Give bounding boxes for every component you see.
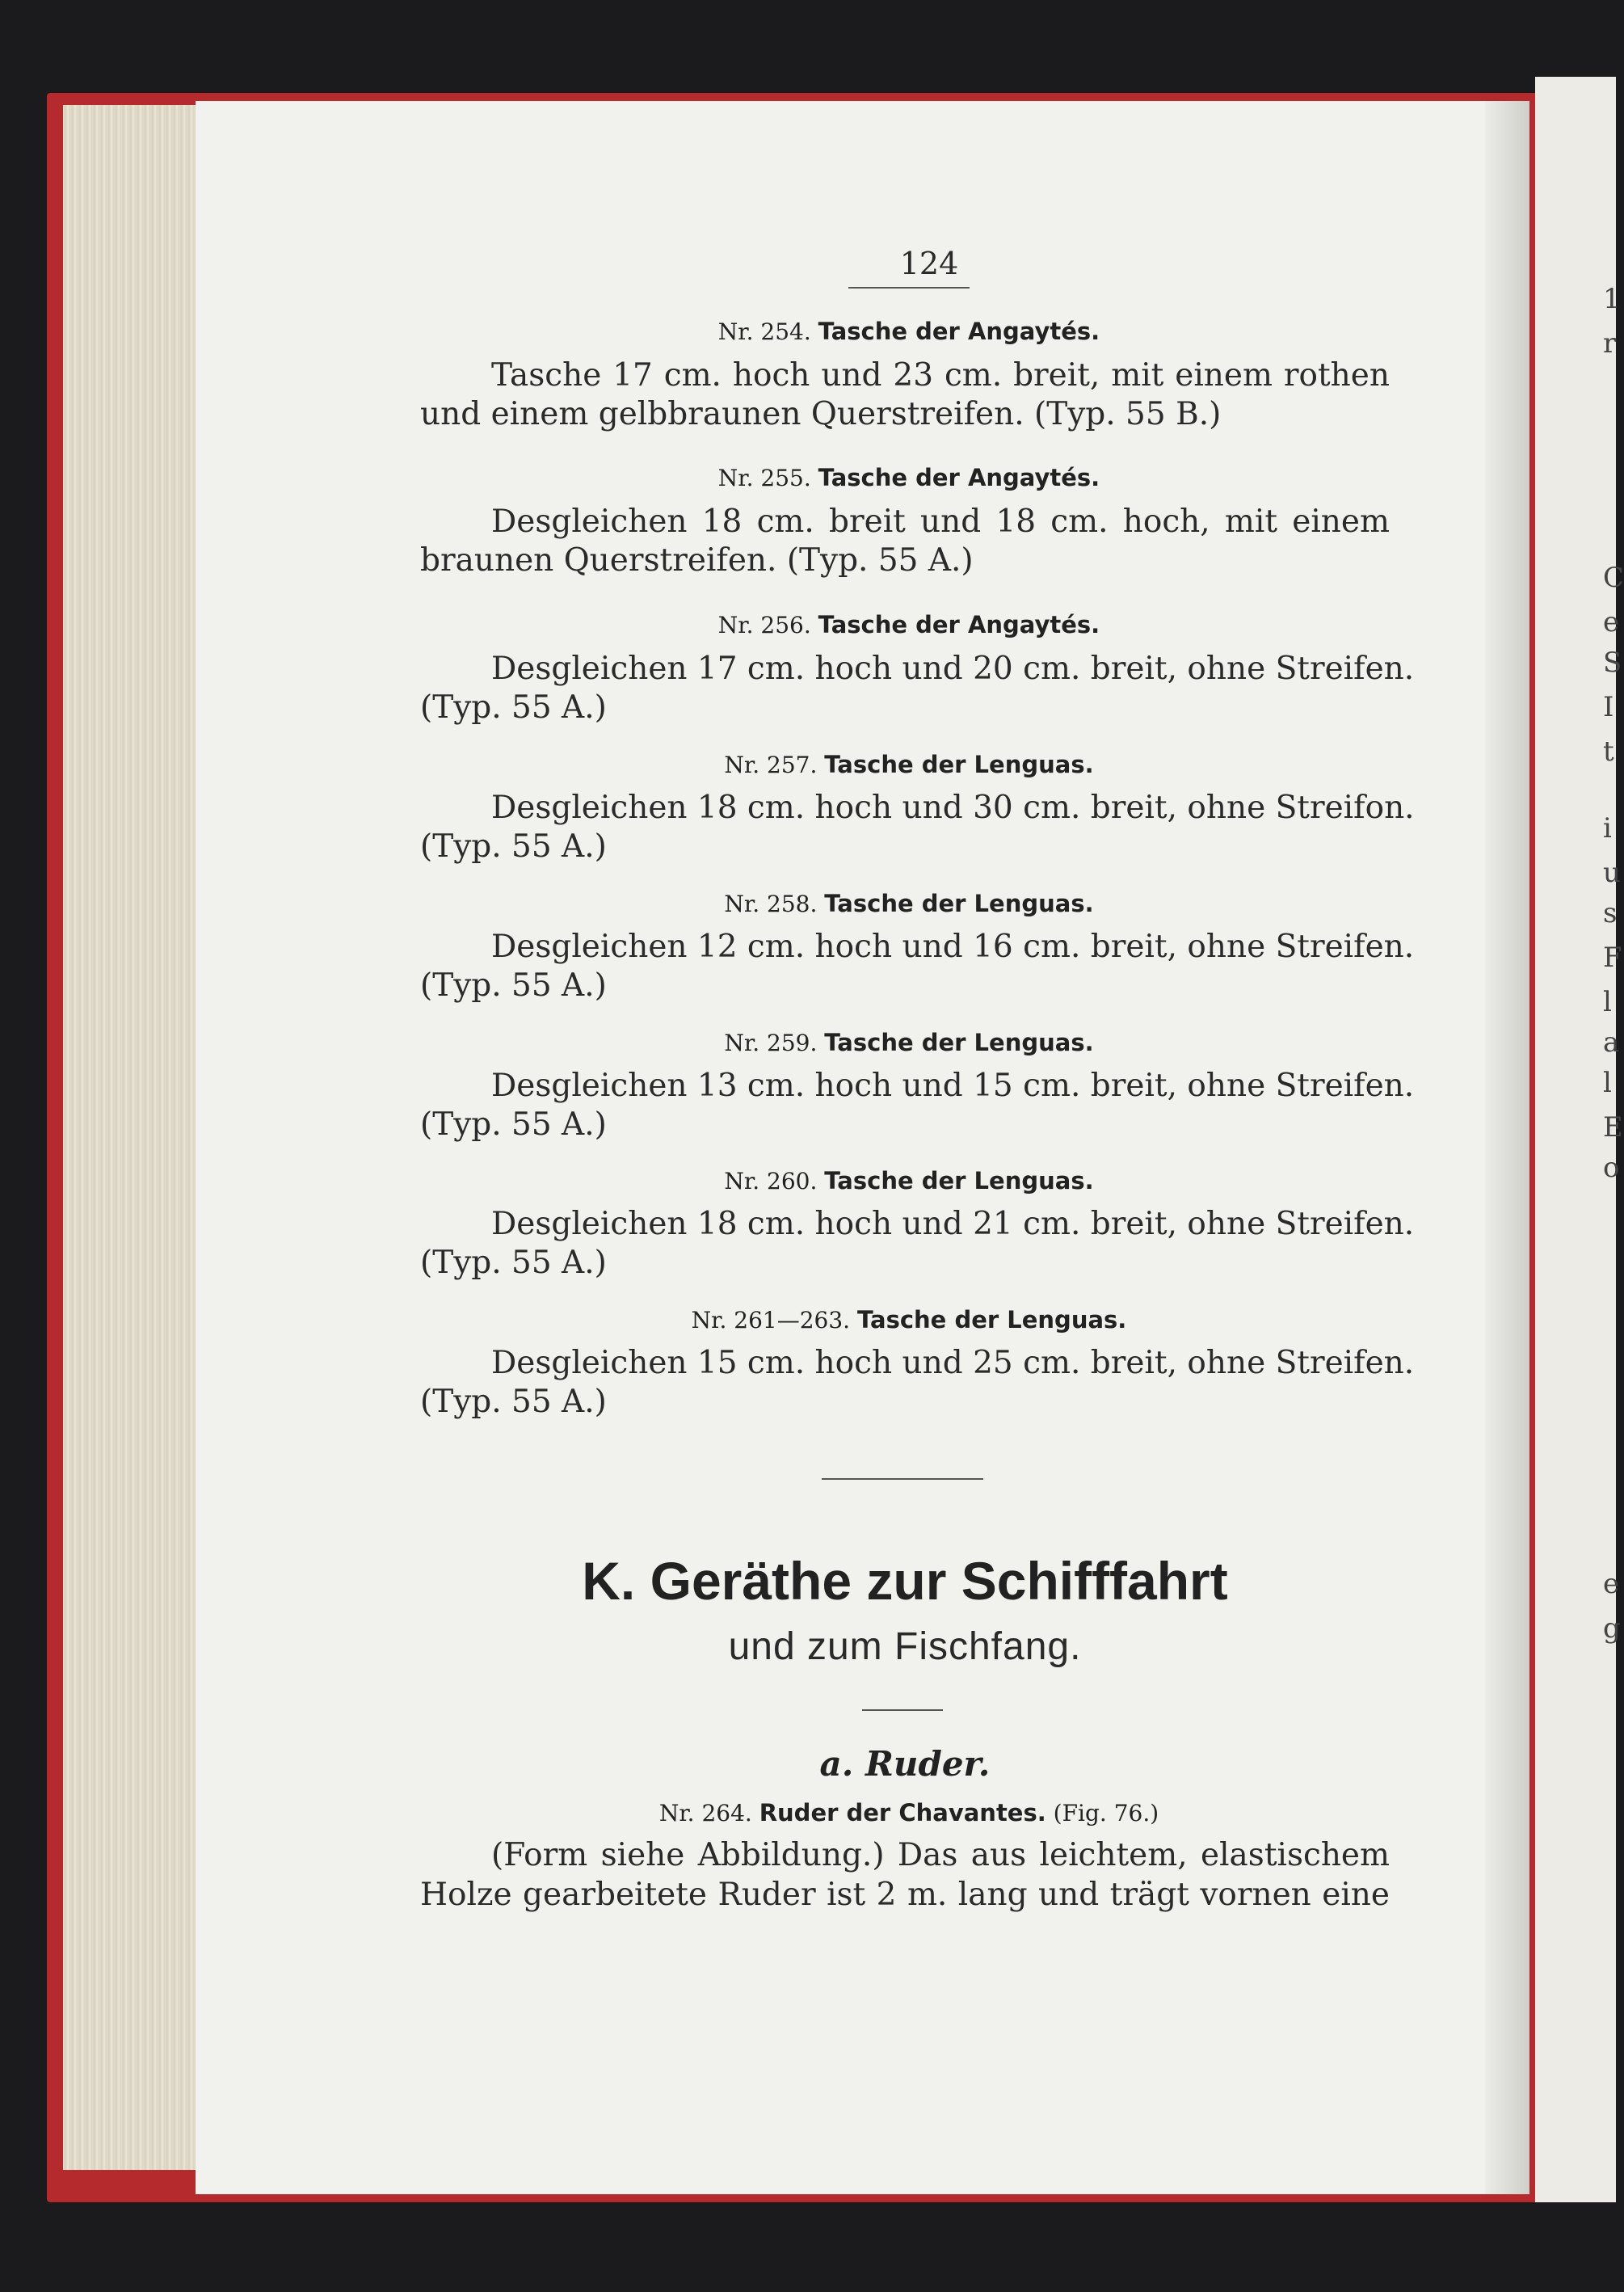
entry-text-line: Desgleichen 15 cm. hoch und 25 cm. breit, ohne Streifen. bbox=[491, 1345, 1415, 1381]
next-page-fragment: l bbox=[1603, 986, 1612, 1018]
entry-title: Ruder der Chavantes. bbox=[759, 1799, 1046, 1826]
next-page-fragment: r bbox=[1603, 327, 1617, 360]
next-page-fragment: 1 bbox=[1603, 283, 1621, 315]
entry-text-line: (Typ. 55 A.) bbox=[420, 689, 607, 726]
entry-number: Nr. 258. bbox=[724, 891, 818, 917]
entry-heading bbox=[424, 1029, 1394, 1056]
entry-heading bbox=[424, 751, 1394, 778]
entry-heading bbox=[424, 611, 1394, 638]
entry-title: Tasche der Lenguas. bbox=[824, 1029, 1094, 1056]
entry-text-line: Tasche 17 cm. hoch und 23 cm. breit, mit einem rothen bbox=[491, 357, 1390, 394]
next-page-fragment: C bbox=[1603, 562, 1624, 594]
page-edges bbox=[63, 105, 200, 2170]
entry-title: Tasche der Angaytés. bbox=[818, 318, 1100, 345]
entry-heading bbox=[424, 1167, 1394, 1194]
entry-heading bbox=[424, 464, 1394, 491]
entry-title: Tasche der Lenguas. bbox=[824, 751, 1094, 778]
section-title: K. Geräthe zur Schifffahrt bbox=[582, 1551, 1228, 1611]
entry-heading bbox=[424, 1799, 1394, 1826]
entry-number: Nr. 256. bbox=[717, 612, 811, 638]
entry-text-line: braunen Querstreifen. (Typ. 55 A.) bbox=[420, 542, 974, 579]
entry-title: Tasche der Angaytés. bbox=[818, 464, 1100, 491]
page-number: 124 bbox=[899, 246, 959, 281]
page-number-rule bbox=[848, 287, 970, 289]
next-page-fragment: a bbox=[1603, 1026, 1620, 1059]
page-gutter bbox=[1485, 101, 1529, 2194]
entry-heading bbox=[424, 1306, 1394, 1333]
entry-text-line: Desgleichen 13 cm. hoch und 15 cm. breit, ohne Streifen. bbox=[491, 1068, 1415, 1104]
entry-text-line: Desgleichen 18 cm. hoch und 30 cm. breit, ohne Streifon. bbox=[491, 790, 1415, 826]
next-page-fragment: t bbox=[1603, 735, 1614, 768]
entry-heading bbox=[424, 890, 1394, 917]
entry-number: Nr. 255. bbox=[717, 465, 811, 491]
next-page-fragment: e bbox=[1603, 1568, 1620, 1600]
entry-number: Nr. 259. bbox=[724, 1030, 818, 1056]
subsection-title: a. Ruder. bbox=[819, 1744, 991, 1784]
next-page-fragment: i bbox=[1603, 812, 1612, 845]
entry-title: Tasche der Lenguas. bbox=[856, 1306, 1127, 1333]
entry-text-line: Desgleichen 18 cm. breit und 18 cm. hoch, mit einem bbox=[491, 503, 1390, 540]
entry-title: Tasche der Lenguas. bbox=[824, 1167, 1094, 1194]
entry-number: Nr. 254. bbox=[717, 318, 811, 345]
entry-text-line: Desgleichen 17 cm. hoch und 20 cm. breit, ohne Streifen. bbox=[491, 651, 1415, 687]
entry-text-line: (Typ. 55 A.) bbox=[420, 1245, 607, 1281]
section-subtitle: und zum Fischfang. bbox=[728, 1625, 1082, 1668]
entry-text-line: (Typ. 55 A.) bbox=[420, 828, 607, 865]
next-page-fragment: u bbox=[1603, 857, 1621, 889]
next-page-fragment: l bbox=[1603, 1067, 1612, 1099]
entry-number: Nr. 261—263. bbox=[691, 1307, 851, 1333]
next-page-fragment: e bbox=[1603, 606, 1620, 638]
next-page-fragment: g bbox=[1603, 1612, 1621, 1645]
next-page-fragment: E bbox=[1603, 1111, 1623, 1144]
next-page-fragment: o bbox=[1603, 1152, 1620, 1184]
subsection-divider bbox=[862, 1709, 943, 1711]
entry-title: Tasche der Angaytés. bbox=[818, 611, 1100, 638]
entry-text-line: (Form siehe Abbildung.) Das aus leichtem, elastischem bbox=[491, 1837, 1390, 1873]
entry-text-line: Desgleichen 12 cm. hoch und 16 cm. breit, ohne Streifen. bbox=[491, 929, 1415, 965]
next-page-fragment: S bbox=[1603, 647, 1622, 679]
entry-text-line: (Typ. 55 A.) bbox=[420, 1384, 607, 1420]
entry-number: Nr. 264. bbox=[658, 1800, 752, 1826]
entry-text-line: (Typ. 55 A.) bbox=[420, 1106, 607, 1143]
entry-number: Nr. 257. bbox=[724, 752, 818, 778]
entry-heading bbox=[424, 318, 1394, 345]
entry-text-line: Desgleichen 18 cm. hoch und 21 cm. breit, ohne Streifen. bbox=[491, 1206, 1415, 1242]
entry-text-line: (Typ. 55 A.) bbox=[420, 967, 607, 1004]
figure-reference: (Fig. 76.) bbox=[1053, 1800, 1159, 1826]
entry-text-line: Holze gearbeitete Ruder ist 2 m. lang und trägt vornen eine bbox=[420, 1877, 1390, 1913]
entry-title: Tasche der Lenguas. bbox=[824, 890, 1094, 917]
next-page-fragment: s bbox=[1603, 897, 1618, 929]
next-page-fragment: F bbox=[1603, 942, 1622, 974]
next-page-fragment: I bbox=[1603, 691, 1614, 723]
section-divider bbox=[822, 1478, 983, 1480]
entry-number: Nr. 260. bbox=[724, 1168, 818, 1194]
entry-text-line: und einem gelbbraunen Querstreifen. (Typ. 55 B.) bbox=[420, 396, 1222, 432]
